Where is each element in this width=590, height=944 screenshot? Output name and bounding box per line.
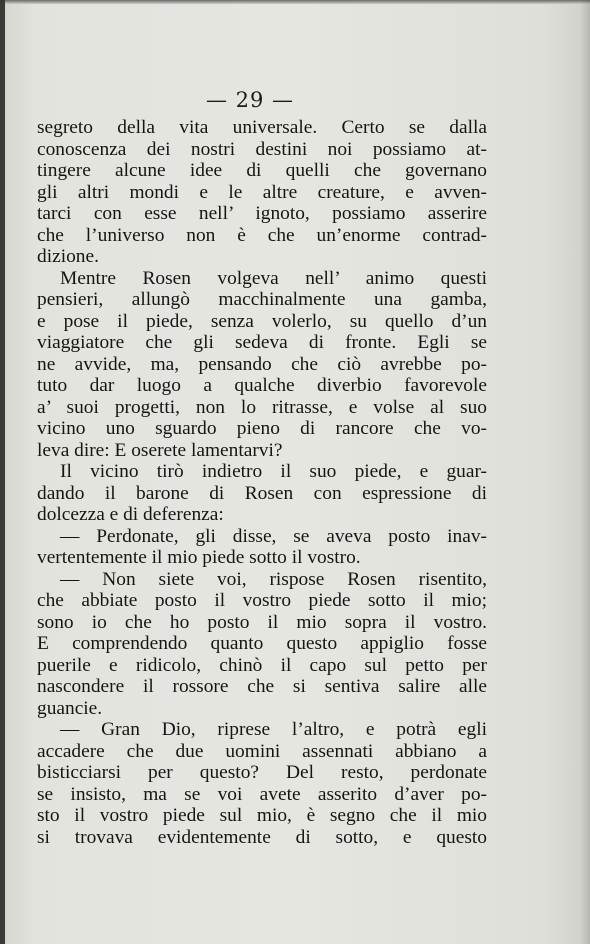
text-line: leva dire: E oserete lamentarvi? [37, 439, 283, 461]
text-line: e pose il piede, senza volerlo, su quello d’un [37, 310, 487, 332]
text-line: sto il vostro piede sul mio, è segno che il mio [37, 805, 487, 826]
text-line: si trovava evidentemente di sotto, e questo [37, 826, 487, 848]
text-line: che l’universo non è che un’enorme contrad- [37, 224, 487, 246]
text-line: — Perdonate, gli disse, se aveva posto inav- [60, 525, 487, 547]
text-line: dolcezza e di deferenza: [37, 504, 224, 525]
page-top-edge [0, 0, 590, 4]
text-line: gli altri mondi e le altre creature, e avven- [37, 181, 487, 203]
text-line: dando il barone di Rosen con espressione di [37, 482, 487, 504]
text-line: viaggiatore che gli sedeva di fronte. Egli se [37, 332, 487, 353]
text-line: tuto dar luogo a qualche diverbio favorevole [37, 375, 487, 396]
page-body-text [37, 117, 487, 848]
text-line: accadere che due uomini assennati abbiano a [37, 740, 487, 762]
page-binding-edge [0, 0, 5, 944]
text-line: Mentre Rosen volgeva nell’ animo questi [60, 267, 487, 289]
text-line: a’ suoi progetti, non lo ritrasse, e volse al suo [37, 396, 487, 418]
text-line: ne avvide, ma, pensando che ciò avrebbe po- [37, 353, 487, 375]
text-line: tingere alcune idee di quelli che governano [37, 160, 487, 181]
text-line: nascondere il rossore che si sentiva salire alle [37, 676, 487, 697]
text-line: bisticciarsi per questo? Del resto, perdonate [37, 762, 487, 783]
text-line: se insisto, ma se voi avete asserito d’aver po- [37, 783, 487, 805]
text-line: E comprendendo quanto questo appiglio fosse [37, 633, 487, 654]
text-line: sono io che ho posto il mio sopra il vostro. [37, 611, 487, 633]
text-line: segreto della vita universale. Certo se dalla [37, 117, 487, 138]
page-shadow [580, 0, 590, 944]
text-line: tarci con esse nell’ ignoto, possiamo asserire [37, 203, 487, 224]
text-line: conoscenza dei nostri destini noi possiamo at- [37, 138, 487, 160]
text-line: — Gran Dio, riprese l’altro, e potrà egli [60, 719, 487, 740]
page-number: — 29 — [205, 88, 295, 112]
text-line: — Non siete voi, rispose Rosen risentito, [60, 568, 487, 590]
text-line: pensieri, allungò macchinalmente una gamba, [37, 289, 487, 310]
text-line: vertentemente il mio piede sotto il vostro. [37, 547, 361, 568]
text-line: dizione. [37, 246, 99, 267]
text-line: guancie. [37, 697, 103, 719]
text-line: che abbiate posto il vostro piede sotto il mio; [37, 590, 487, 611]
text-line: vicino uno sguardo pieno di rancore che vo- [37, 418, 487, 439]
text-line: Il vicino tirò indietro il suo piede, e guar- [60, 461, 487, 482]
text-line: puerile e ridicolo, chinò il capo sul petto per [37, 654, 487, 676]
